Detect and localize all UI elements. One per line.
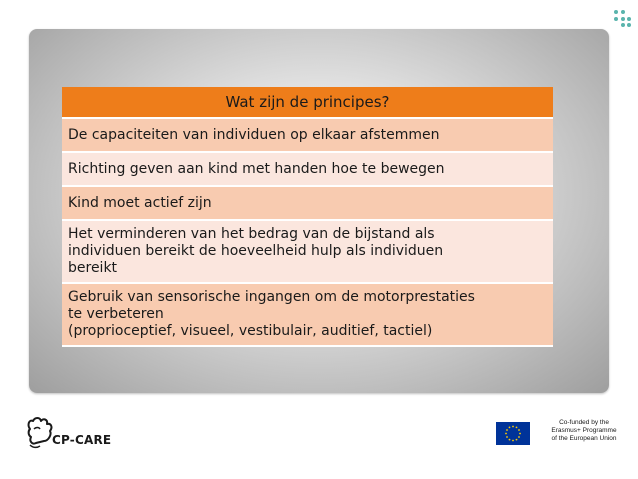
cp-care-logo [24, 415, 124, 459]
table-header: Wat zijn de principes? [62, 87, 553, 119]
row-text: Het verminderen van het bedrag van de bijstand als [68, 226, 435, 242]
table-row [62, 153, 553, 187]
eu-funding-text [534, 419, 634, 443]
row-text: bereikt [68, 260, 118, 276]
table-row [62, 187, 553, 221]
eu-line: of the European Union [551, 435, 617, 442]
table-row [62, 119, 553, 153]
row-text: Gebruik van sensorische ingangen om de motorprestaties [68, 289, 475, 305]
logo-text: CP-CARE [52, 433, 112, 447]
table-row [62, 284, 553, 347]
row-text: Richting geven aan kind met handen hoe te bewegen [68, 160, 445, 177]
row-text: De capaciteiten van individuen op elkaar afstemmen [68, 126, 440, 143]
row-text: (proprioceptief, visueel, vestibulair, auditief, tactiel) [68, 323, 433, 339]
row-text: te verbeteren [68, 306, 164, 322]
principles-table [62, 87, 553, 347]
table-row [62, 221, 553, 284]
eu-line: Erasmus+ Programme [551, 427, 617, 434]
row-text: individuen bereikt de hoeveelheid hulp als individuen [68, 243, 444, 259]
eu-line: Co-funded by the [559, 419, 609, 426]
eu-flag-icon [496, 422, 530, 445]
corner-dots-icon [612, 8, 632, 28]
row-text: Kind moet actief zijn [68, 194, 212, 211]
